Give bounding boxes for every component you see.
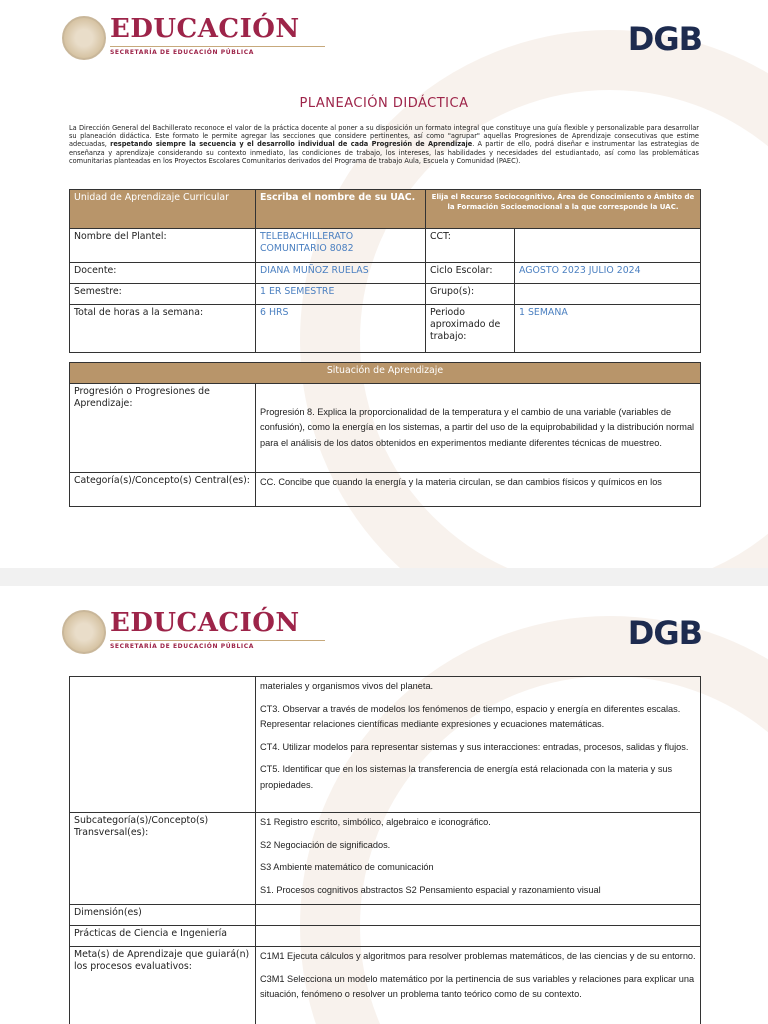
progresion-label: Progresión o Progresiones de Aprendizaje: <box>70 384 256 473</box>
s2-text: S2 Negociación de significados. <box>260 839 391 850</box>
intro-paragraph <box>69 124 699 165</box>
recurso-select-cell[interactable]: Elija el Recurso Sociocognitivo, Área de Conocimiento o Ámbito de la Formación Socioemocional a la que corresponde la UAC. <box>426 190 701 229</box>
metas-values[interactable] <box>256 947 701 1024</box>
dgb-logo: DGB <box>627 20 702 58</box>
docente-label: Docente: <box>70 263 256 284</box>
s3-text: S3 Ambiente matemático de comunicación <box>260 862 434 872</box>
document-page-2 <box>0 586 768 1024</box>
situacion-header: Situación de Aprendizaje <box>70 363 701 384</box>
s1-text: S1 Registro escrito, simbólico, algebraico e iconográfico. <box>260 817 491 827</box>
logo-text: EDUCACIÓN <box>110 608 300 638</box>
cct-label: CCT: <box>426 229 515 263</box>
practicas-value[interactable] <box>256 926 701 947</box>
meta-2-text: C3M1 Selecciona un modelo matemático por la pertinencia de sus variables y relaciones para explicar una situación, fenómeno o resolver un problema tanto teórico como de su contexto. <box>260 973 695 999</box>
s4-text: S1. Procesos cognitivos abstractos S2 Pensamiento espacial y razonamiento visual <box>260 884 601 895</box>
seal-logo-icon <box>62 610 106 654</box>
ct5-text: CT5. Identificar que en los sistemas la transferencia de energía está relacionada con la materia y sus propiedades. <box>260 764 673 790</box>
continuation-table <box>69 676 701 1024</box>
semestre-label: Semestre: <box>70 284 256 305</box>
cct-value[interactable] <box>515 229 701 263</box>
docente-value[interactable]: DIANA MUÑOZ RUELAS <box>256 263 426 284</box>
general-info-table <box>69 189 701 353</box>
seal-logo-icon <box>62 16 106 60</box>
ct4-text: CT4. Utilizar modelos para representar sistemas y sus interacciones: entradas, procesos, salidas y flujos. <box>260 741 689 752</box>
empty-label-cell <box>70 677 256 813</box>
uac-label-cell: Unidad de Aprendizaje Curricular <box>70 190 256 229</box>
page-title: PLANEACIÓN DIDÁCTICA <box>299 96 469 111</box>
cont-text: materiales y organismos vivos del planeta. <box>260 681 434 691</box>
subcategoria-label: Subcategoría(s)/Concepto(s) Transversal(es): <box>70 813 256 905</box>
progresion-value[interactable]: Progresión 8. Explica la proporcionalidad de la temperatura y el cambio de una variable (variables de confusión), como la energía en los sistemas, a partir del uso de la equiprobabilidad y la distribución normal para el análisis de los datos obtenidos en experimentos mediante diferentes técnicas de muestreo. <box>256 384 701 473</box>
dimension-value[interactable] <box>256 905 701 926</box>
plantel-label: Nombre del Plantel: <box>70 229 256 263</box>
page-header <box>62 608 702 658</box>
practicas-label: Prácticas de Ciencia e Ingeniería <box>70 926 256 947</box>
horas-value[interactable]: 6 HRS <box>256 305 426 353</box>
ct3-text: CT3. Observar a través de modelos los fenómenos de tiempo, espacio y energía en diferentes escalas. Representar relaciones científicas mediante expresiones y ecuaciones matemáticas. <box>260 703 681 729</box>
horas-label: Total de horas a la semana: <box>70 305 256 353</box>
intro-text-2: . A partir de ello, podrá diseñar e instrumentar las estrategias de enseñanza y aprendizaje considerando su contexto inmediato, las condiciones de trabajo, los intereses, las habilidades y necesidades del estudiantado, así como las problemáticas comunitarias planteadas en los Proyectos Escolares Comunitarios derivados del Programa de trabajo Aula, Escuela y Comunidad (PAEC). <box>69 140 700 165</box>
intro-text-1: La Dirección General del Bachillerato reconoce el valor de la práctica docente al poner a su disposición un formato integral que constituye una guía flexible y personalizable para desarrollar su planeación didáctica. Este formato le permite agregar las secciones que considere pertinentes, así como "agrupar" aquellas Progresiones de Aprendizaje consecutivas que estime adecuadas, <box>69 124 699 149</box>
logo-text: EDUCACIÓN <box>110 14 300 44</box>
logo-subtext: SECRETARÍA DE EDUCACIÓN PÚBLICA <box>110 49 254 56</box>
ciclo-label: Ciclo Escolar: <box>426 263 515 284</box>
ciclo-value[interactable]: AGOSTO 2023 JULIO 2024 <box>515 263 701 284</box>
logo-subtext: SECRETARÍA DE EDUCACIÓN PÚBLICA <box>110 643 254 650</box>
semestre-value[interactable]: 1 ER SEMESTRE <box>256 284 426 305</box>
dgb-logo: DGB <box>627 614 702 652</box>
logo-divider <box>110 640 325 641</box>
subcategoria-values[interactable] <box>256 813 701 905</box>
grupo-value[interactable] <box>515 284 701 305</box>
periodo-value[interactable]: 1 SEMANA <box>515 305 701 353</box>
meta-1-text: C1M1 Ejecuta cálculos y algoritmos para resolver problemas matemáticos, de las ciencias y de su entorno. <box>260 951 696 961</box>
intro-text-bold: respetando siempre la secuencia y el desarrollo individual de cada Progresión de Aprendizaje <box>110 140 473 149</box>
dimension-label: Dimensión(es) <box>70 905 256 926</box>
grupo-label: Grupo(s): <box>426 284 515 305</box>
categoria-value[interactable]: CC. Concibe que cuando la energía y la materia circulan, se dan cambios físicos y químicos en los <box>256 473 701 507</box>
page-header <box>62 14 702 64</box>
ct-values[interactable] <box>256 677 701 813</box>
uac-value-cell[interactable]: Escriba el nombre de su UAC. <box>256 190 426 229</box>
metas-label: Meta(s) de Aprendizaje que guiará(n) los procesos evaluativos: <box>70 947 256 1024</box>
periodo-label: Periodo aproximado de trabajo: <box>426 305 515 353</box>
plantel-value[interactable]: TELEBACHILLERATO COMUNITARIO 8082 <box>256 229 426 263</box>
categoria-label: Categoría(s)/Concepto(s) Central(es): <box>70 473 256 507</box>
logo-divider <box>110 46 325 47</box>
situacion-table <box>69 362 701 507</box>
